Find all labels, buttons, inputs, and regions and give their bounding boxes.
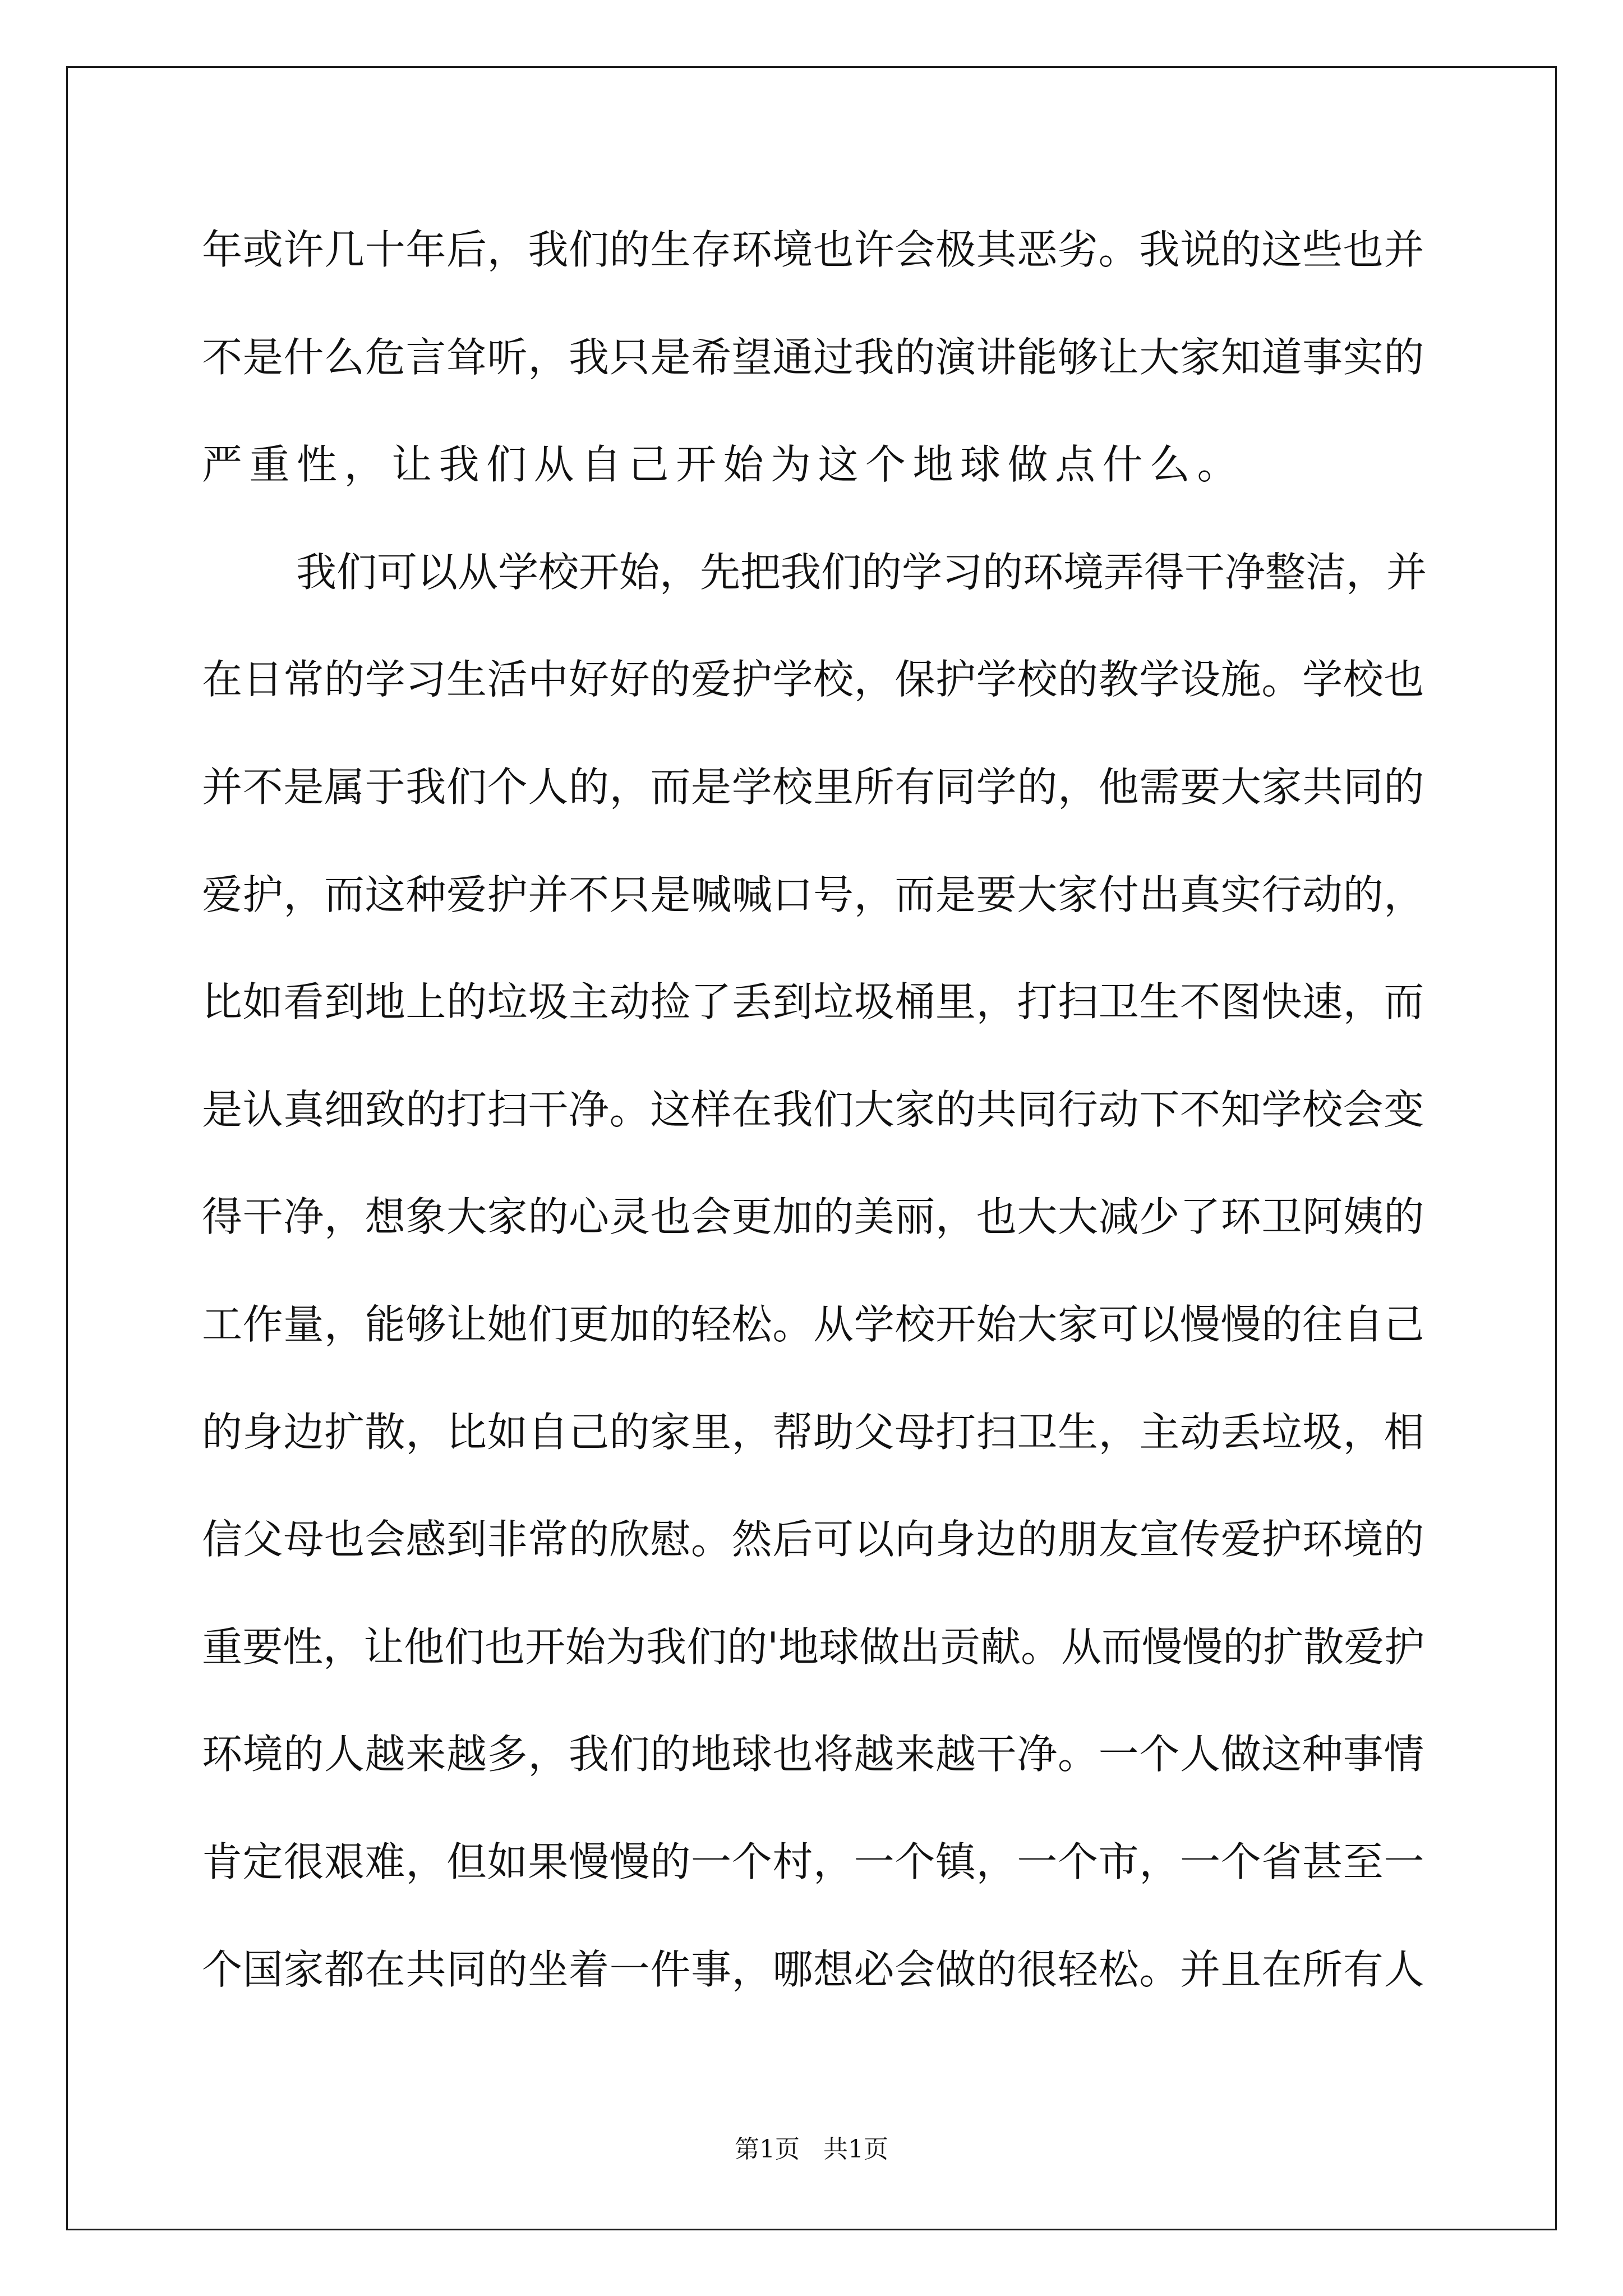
text-line: 肯定很艰难，但如果慢慢的一个村，一个镇，一个市，一个省甚至一 [202,1838,1425,1885]
text-line: 环境的人越来越多，我们的地球也将越来越干净。一个人做这种事情 [202,1731,1425,1778]
text-line: 年或许几十年后，我们的生存环境也许会极其恶劣。我说的这些也并 [202,226,1425,273]
text-line: 信父母也会感到非常的欣慰。然后可以向身边的朋友宣传爱护环境的 [202,1516,1425,1563]
text-line: 工作量，能够让她们更加的轻松。从学校开始大家可以慢慢的往自己 [202,1300,1425,1348]
text-line: 在日常的学习生活中好好的爱护学校，保护学校的教学设施。学校也 [202,656,1425,703]
text-line: 爱护，而这种爱护并不只是喊喊口号，而是要大家付出真实行动的， [202,871,1425,918]
text-line: 并不是属于我们个人的，而是学校里所有同学的，他需要大家共同的 [202,763,1425,811]
text-line: 严重性，让我们从自己开始为这个地球做点什么。 [202,441,1245,489]
page-number-footer: 第1页 共1页 [735,2135,888,2164]
text-line: 比如看到地上的垃圾主动捡了丢到垃圾桶里，打扫卫生不图快速，而 [202,978,1425,1026]
text-line: 的身边扩散，比如自己的家里，帮助父母打扫卫生，主动丢垃圾，相 [202,1408,1425,1456]
text-line: 重要性，让他们也开始为我们的'地球做出贡献。从而慢慢的扩散爱护 [202,1623,1425,1671]
text-line: 不是什么危言耸听，我只是希望通过我的演讲能够让大家知道事实的 [202,333,1425,381]
document-body [202,218,1427,2045]
text-line: 是认真细致的打扫干净。这样在我们大家的共同行动下不知学校会变 [202,1085,1425,1133]
text-line: 我们可以从学校开始，先把我们的学习的环境弄得干净整洁，并 [296,548,1427,596]
text-line: 得干净，想象大家的心灵也会更加的美丽，也大大减少了环卫阿姨的 [202,1193,1425,1241]
text-line: 个国家都在共同的坐着一件事，哪想必会做的很轻松。并且在所有人 [202,1945,1425,1993]
